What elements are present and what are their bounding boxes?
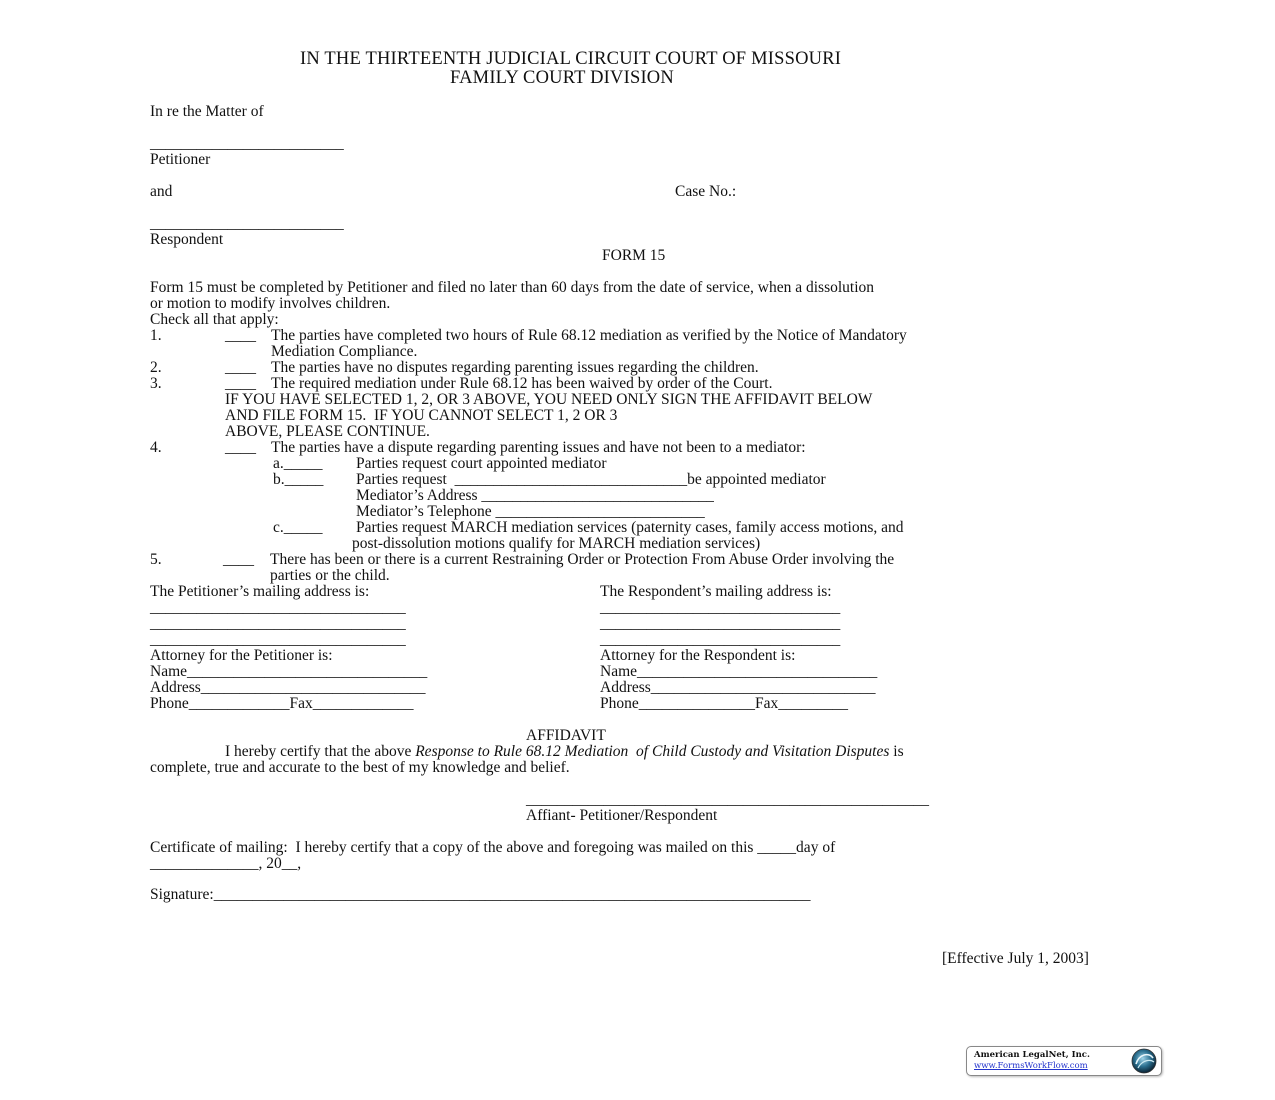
court-title: IN THE THIRTEENTH JUDICIAL CIRCUIT COURT OF MISSOURI <box>300 49 842 69</box>
division-title: FAMILY COURT DIVISION <box>450 68 674 88</box>
notice-line-1: IF YOU HAVE SELECTED 1, 2, OR 3 ABOVE, YOU NEED ONLY SIGN THE AFFIDAVIT BELOW <box>225 391 873 408</box>
subitem-a-blank[interactable]: a._____ <box>273 455 323 472</box>
respondent-attorney-label: Attorney for the Respondent is: <box>600 647 796 664</box>
logo-company-name: American LegalNet, Inc. <box>974 1050 1090 1060</box>
mediator-address-field[interactable]: Mediator’s Address ______________________________ <box>356 487 714 504</box>
item-3-text: The required mediation under Rule 68.12 has been waived by order of the Court. <box>271 375 773 392</box>
item-5-checkbox-blank[interactable]: ____ <box>223 551 254 568</box>
in-re-label: In re the Matter of <box>150 103 264 120</box>
notice-line-2: AND FILE FORM 15. IF YOU CANNOT SELECT 1, 2 OR 3 <box>225 407 618 424</box>
item-5-text-cont: parties or the child. <box>270 567 390 584</box>
subitem-c-blank[interactable]: c._____ <box>273 519 323 536</box>
affidavit-title: AFFIDAVIT <box>526 727 606 744</box>
item-2-number: 2. <box>150 359 162 376</box>
petitioner-name-field[interactable]: _________________________ <box>150 135 344 152</box>
item-4-number: 4. <box>150 439 162 456</box>
item-1-checkbox-blank[interactable]: ____ <box>225 327 256 344</box>
effective-date: [Effective July 1, 2003] <box>942 950 1089 967</box>
item-3-number: 3. <box>150 375 162 392</box>
item-4-text: The parties have a dispute regarding parenting issues and have not been to a mediator: <box>271 439 806 456</box>
petitioner-attorney-address-field[interactable]: Address_____________________________ <box>150 679 426 696</box>
signature-field[interactable]: Signature:_____________________________________________________________________________ <box>150 886 811 903</box>
item-4-checkbox-blank[interactable]: ____ <box>225 439 256 456</box>
respondent-attorney-phone-fax-field[interactable]: Phone_______________Fax_________ <box>600 695 848 712</box>
globe-icon <box>1131 1048 1157 1074</box>
item-5-text: There has been or there is a current Restraining Order or Protection From Abuse Order involving the <box>270 551 895 568</box>
intro-line-1: Form 15 must be completed by Petitioner and filed no later than 60 days from the date of service, when a dissolution <box>150 279 875 296</box>
item-3-checkbox-blank[interactable]: ____ <box>225 375 256 392</box>
petitioner-attorney-phone-fax-field[interactable]: Phone_____________Fax_____________ <box>150 695 414 712</box>
certificate-line-1[interactable]: Certificate of mailing: I hereby certify that a copy of the above and foregoing was mailed on this _____day of <box>150 839 836 856</box>
petitioner-attorney-label: Attorney for the Petitioner is: <box>150 647 333 664</box>
notice-line-3: ABOVE, PLEASE CONTINUE. <box>225 423 430 440</box>
and-label: and <box>150 183 173 200</box>
subitem-b-blank[interactable]: b._____ <box>273 471 324 488</box>
affiant-signature-field[interactable]: ____________________________________________________ <box>526 791 929 808</box>
petitioner-label: Petitioner <box>150 151 211 168</box>
respondent-attorney-name-field[interactable]: Name_______________________________ <box>600 663 878 680</box>
subitem-b-text[interactable]: Parties request ______________________________be appointed mediator <box>356 471 826 488</box>
petitioner-address-line-2[interactable]: _________________________________ <box>150 615 406 632</box>
case-no-label: Case No.: <box>675 183 737 200</box>
mediator-telephone-field[interactable]: Mediator’s Telephone ___________________________ <box>356 503 705 520</box>
respondent-address-line-2[interactable]: _______________________________ <box>600 615 841 632</box>
respondent-address-label: The Respondent’s mailing address is: <box>600 583 832 600</box>
affidavit-line-2: complete, true and accurate to the best of my knowledge and belief. <box>150 759 570 776</box>
respondent-attorney-address-field[interactable]: Address_____________________________ <box>600 679 876 696</box>
respondent-address-line-1[interactable]: _______________________________ <box>600 599 841 616</box>
intro-line-2: or motion to modify involves children. <box>150 295 391 312</box>
item-1-text-cont: Mediation Compliance. <box>271 343 418 360</box>
affidavit-text-post: is <box>889 743 904 760</box>
subitem-c-text: Parties request MARCH mediation services (paternity cases, family access motions, and <box>356 519 904 536</box>
affidavit-text-pre: I hereby certify that the above <box>225 743 416 760</box>
certificate-date-field[interactable]: ______________, 20__, <box>150 855 302 872</box>
item-2-text: The parties have no disputes regarding parenting issues regarding the children. <box>271 359 759 376</box>
form-title: FORM 15 <box>602 247 666 264</box>
respondent-label: Respondent <box>150 231 224 248</box>
affiant-label: Affiant- Petitioner/Respondent <box>526 807 718 824</box>
affidavit-statement <box>225 744 904 760</box>
respondent-name-field[interactable]: _________________________ <box>150 215 344 232</box>
american-legalnet-logo[interactable] <box>966 1046 1162 1076</box>
affidavit-document-title: Response to Rule 68.12 Mediation of Child Custody and Visitation Disputes <box>415 743 890 760</box>
respondent-address-line-3[interactable]: _______________________________ <box>600 631 841 648</box>
item-5-number: 5. <box>150 551 162 568</box>
petitioner-address-label: The Petitioner’s mailing address is: <box>150 583 370 600</box>
subitem-c-text-cont: post-dissolution motions qualify for MARCH mediation services) <box>352 535 761 552</box>
check-all-label: Check all that apply: <box>150 311 279 328</box>
logo-url-link[interactable]: www.FormsWorkFlow.com <box>974 1061 1088 1071</box>
subitem-a-text: Parties request court appointed mediator <box>356 455 607 472</box>
petitioner-address-line-1[interactable]: _________________________________ <box>150 599 406 616</box>
item-2-checkbox-blank[interactable]: ____ <box>225 359 256 376</box>
item-1-number: 1. <box>150 327 162 344</box>
petitioner-address-line-3[interactable]: _________________________________ <box>150 631 406 648</box>
petitioner-attorney-name-field[interactable]: Name_______________________________ <box>150 663 428 680</box>
item-1-text: The parties have completed two hours of Rule 68.12 mediation as verified by the Notice of Mandatory <box>271 327 907 344</box>
